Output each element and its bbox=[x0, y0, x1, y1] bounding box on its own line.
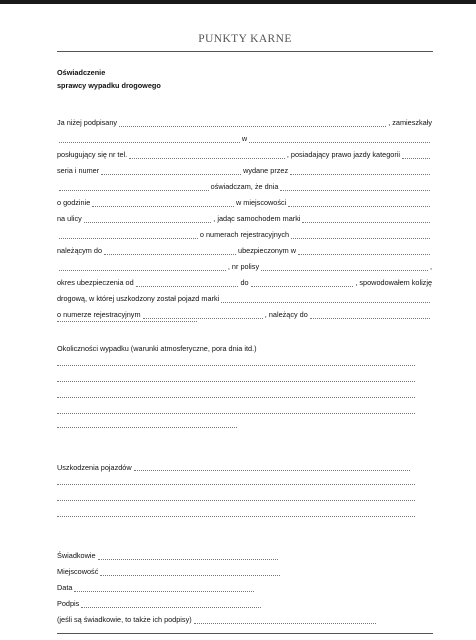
owner-field[interactable] bbox=[104, 254, 236, 255]
damage-line-1[interactable] bbox=[134, 470, 410, 471]
registration-field[interactable] bbox=[291, 238, 430, 239]
label-in: w bbox=[241, 134, 248, 143]
label-registration-number: o numerze rejestracyjnym bbox=[57, 310, 141, 319]
damaged-vehicle-make-field[interactable] bbox=[221, 302, 430, 303]
label-street: na ulicy bbox=[57, 214, 82, 223]
place-field[interactable] bbox=[100, 575, 280, 576]
circumstances-label: Okoliczności wypadku (warunki atmosferyczne, pora dnia itd.) bbox=[57, 344, 257, 353]
damaged-owner-continued-field[interactable] bbox=[57, 321, 197, 322]
street-field[interactable] bbox=[84, 222, 212, 223]
insurance-to-field[interactable] bbox=[251, 286, 354, 287]
place-row bbox=[57, 566, 432, 579]
damaged-owner-field[interactable] bbox=[310, 318, 430, 319]
form-line-1 bbox=[57, 117, 432, 130]
footer-rule bbox=[57, 633, 433, 634]
label-caused-collision: , spowodowałem kolizję bbox=[355, 278, 433, 287]
form-line-4 bbox=[57, 165, 432, 178]
label-phone: posługujący się nr tel. bbox=[57, 150, 128, 159]
circumstances-line-4[interactable] bbox=[57, 413, 415, 414]
place-label: Miejscowość bbox=[57, 567, 99, 576]
signature-row bbox=[57, 598, 432, 611]
label-insurance-from: okres ubezpieczenia od bbox=[57, 278, 134, 287]
page-header: PUNKTY KARNE bbox=[198, 33, 292, 45]
label-insurance-to: do bbox=[240, 278, 249, 287]
label-residing: , zamieszkały bbox=[388, 118, 432, 127]
header-rule bbox=[57, 51, 433, 52]
form-title-line2: sprawcy wypadku drogowego bbox=[57, 81, 161, 90]
damage-line-row bbox=[57, 461, 432, 474]
label-owner: należącym do bbox=[57, 246, 103, 255]
hour-field[interactable] bbox=[92, 206, 234, 207]
insurer-continued-field[interactable] bbox=[59, 270, 226, 271]
form-line-11 bbox=[57, 277, 432, 290]
date-label: Data bbox=[57, 583, 73, 592]
issued-by-field[interactable] bbox=[290, 174, 430, 175]
form-line-3 bbox=[57, 149, 432, 162]
date-sign-field[interactable] bbox=[74, 591, 254, 592]
damaged-registration-field[interactable] bbox=[143, 318, 263, 319]
witness-signatures-label: (jeśli są świadkowie, to także ich podpisy) bbox=[57, 615, 192, 624]
date-row bbox=[57, 582, 432, 595]
witness-signatures-row bbox=[57, 614, 432, 627]
locality-field[interactable] bbox=[288, 206, 430, 207]
form-line-6 bbox=[57, 197, 432, 210]
witnesses-label: Świadkowie bbox=[57, 551, 96, 560]
witness-signatures-field[interactable] bbox=[194, 623, 376, 624]
label-declare-date: oświadczam, że dnia bbox=[210, 182, 279, 191]
insurance-from-field[interactable] bbox=[136, 286, 239, 287]
label-registration: o numerach rejestracyjnych bbox=[199, 230, 290, 239]
form-line-8 bbox=[57, 229, 432, 242]
label-series-number: seria i numer bbox=[57, 166, 100, 175]
form-line-9 bbox=[57, 245, 432, 258]
form-line-2 bbox=[57, 133, 432, 146]
top-border bbox=[0, 0, 476, 4]
witnesses-row bbox=[57, 550, 432, 563]
license-category-field[interactable] bbox=[402, 158, 430, 159]
policy-number-field[interactable] bbox=[261, 270, 428, 271]
circumstances-line-2[interactable] bbox=[57, 381, 415, 382]
form-title-line1: Oświadczenie bbox=[57, 68, 106, 77]
signature-field[interactable] bbox=[81, 607, 261, 608]
phone-field[interactable] bbox=[129, 158, 285, 159]
circumstances-line-1[interactable] bbox=[57, 365, 415, 366]
signature-label: Podpis bbox=[57, 599, 80, 608]
label-comma: , bbox=[429, 262, 433, 271]
label-locality: w miejscowości bbox=[236, 198, 287, 207]
circumstances-line-5[interactable] bbox=[57, 427, 237, 428]
form-line-7 bbox=[57, 213, 432, 226]
car-make-field[interactable] bbox=[302, 222, 430, 223]
label-signed: Ja niżej podpisany bbox=[57, 118, 118, 127]
damage-line-4[interactable] bbox=[57, 516, 415, 517]
city-field[interactable] bbox=[249, 142, 430, 143]
form-line-10 bbox=[57, 261, 432, 274]
form-line-12 bbox=[57, 293, 432, 306]
label-license-category: , posiadający prawo jazdy kategorii bbox=[286, 150, 400, 159]
issued-by-continued-field[interactable] bbox=[59, 190, 209, 191]
car-make-continued-field[interactable] bbox=[59, 238, 198, 239]
label-belonging-to: , należący do bbox=[264, 310, 308, 319]
label-hour: o godzinie bbox=[57, 198, 91, 207]
label-damaged-vehicle: drogową, w której uszkodzony został pojazd marki bbox=[57, 294, 220, 303]
label-car-make: , jadąc samochodem marki bbox=[213, 214, 301, 223]
address-field[interactable] bbox=[59, 142, 240, 143]
date-field[interactable] bbox=[280, 190, 430, 191]
label-insured-in: ubezpieczonym w bbox=[238, 246, 297, 255]
witnesses-field[interactable] bbox=[98, 559, 278, 560]
label-issued-by: wydane przez bbox=[243, 166, 289, 175]
insurer-field[interactable] bbox=[298, 254, 430, 255]
label-policy-number: , nr polisy bbox=[227, 262, 260, 271]
damage-line-3[interactable] bbox=[57, 500, 415, 501]
damage-label: Uszkodzenia pojazdów bbox=[57, 463, 132, 472]
circumstances-line-3[interactable] bbox=[57, 397, 415, 398]
form-line-5 bbox=[57, 181, 432, 194]
name-field[interactable] bbox=[119, 126, 386, 127]
damage-line-2[interactable] bbox=[57, 484, 415, 485]
license-number-field[interactable] bbox=[101, 174, 241, 175]
